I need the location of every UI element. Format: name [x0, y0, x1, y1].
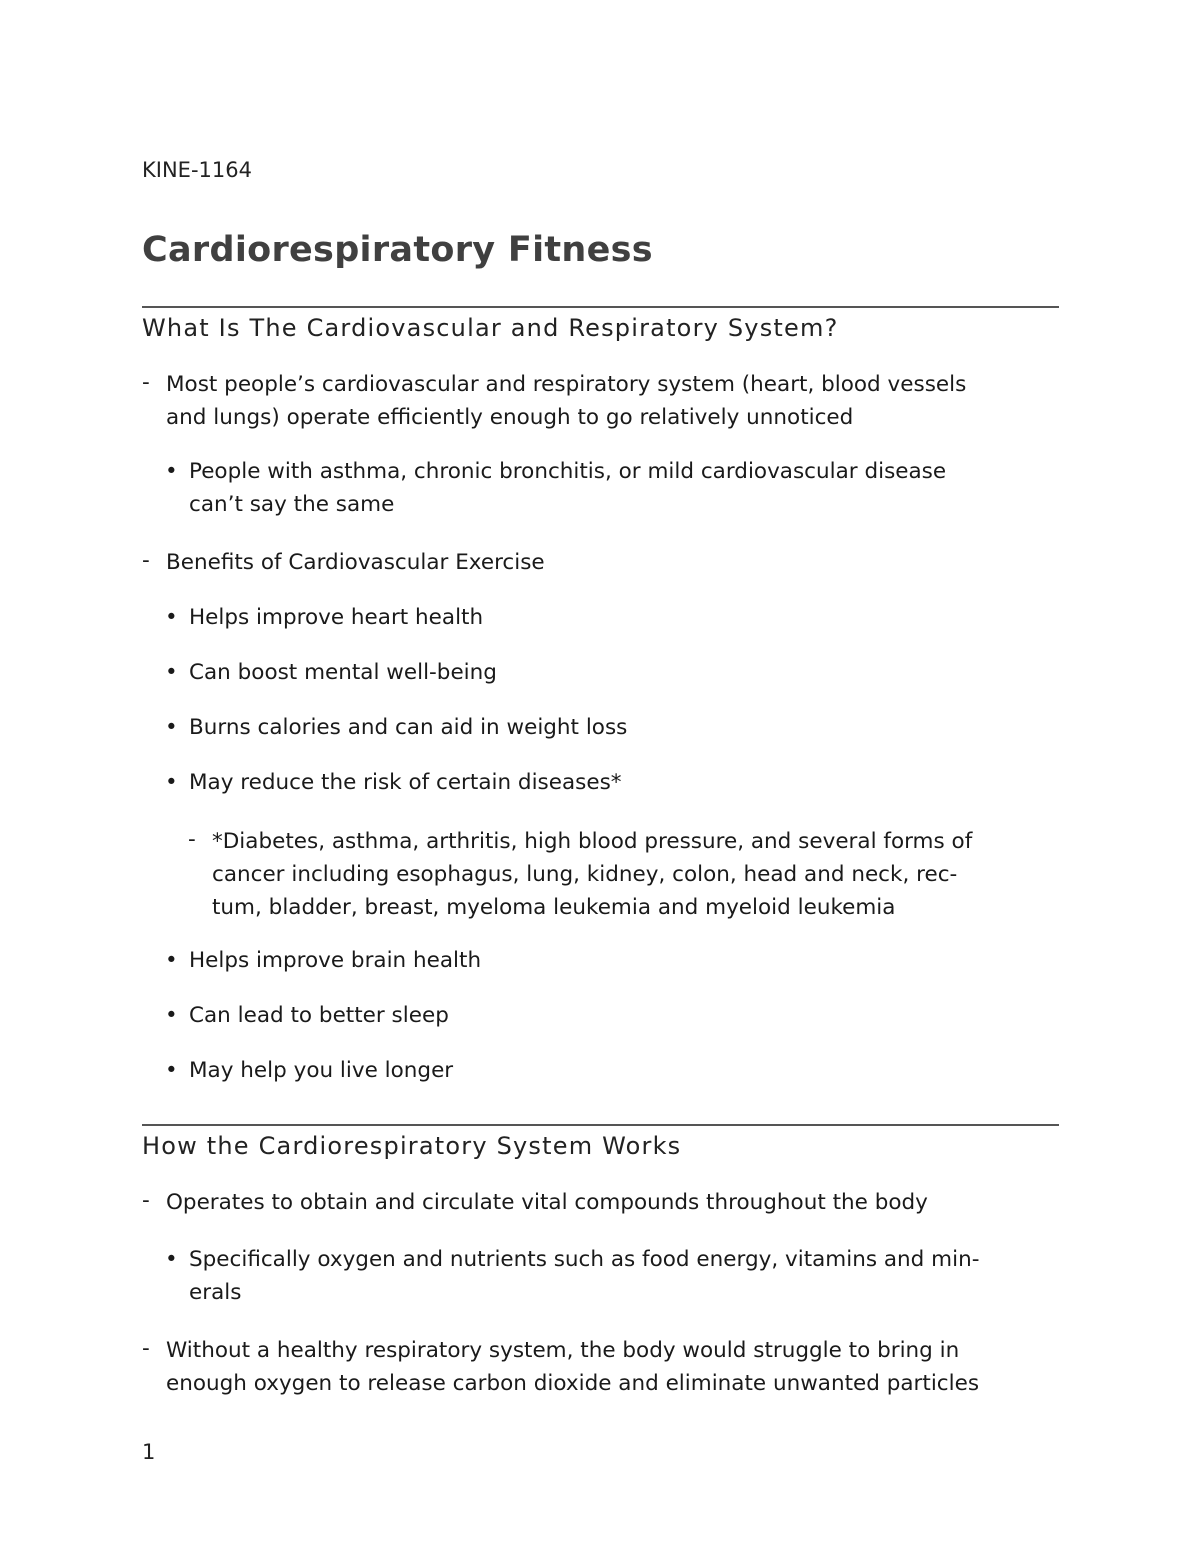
- list-item: cancer including esophagus, lung, kidney, colon, head and neck, rec-: [212, 862, 958, 887]
- list-item: Helps improve heart health: [189, 605, 484, 630]
- page-title: Cardiorespiratory Fitness: [142, 230, 653, 270]
- list-item: erals: [189, 1280, 242, 1305]
- list-item: Can lead to better sleep: [189, 1003, 449, 1028]
- section-heading: How the Cardiorespiratory System Works: [142, 1132, 682, 1160]
- section-heading-1-block: [142, 306, 1059, 344]
- bullet-marker: •: [165, 770, 178, 795]
- list-item: Burns calories and can aid in weight loss: [189, 715, 628, 740]
- dash-marker: -: [142, 1188, 150, 1213]
- section-divider: [142, 1124, 1059, 1126]
- list-item: enough oxygen to release carbon dioxide and eliminate unwanted particles: [166, 1371, 980, 1396]
- page-number: 1: [142, 1440, 156, 1464]
- bullet-marker: •: [165, 1247, 178, 1272]
- dash-marker: -: [142, 1336, 150, 1361]
- bullet-marker: •: [165, 715, 178, 740]
- course-code: KINE-1164: [142, 158, 252, 182]
- bullet-marker: •: [165, 948, 178, 973]
- list-item: May reduce the risk of certain diseases*: [189, 770, 622, 795]
- bullet-marker: •: [165, 605, 178, 630]
- section-heading: What Is The Cardiovascular and Respiratory System?: [142, 314, 839, 342]
- list-item: can’t say the same: [189, 492, 395, 517]
- list-item: People with asthma, chronic bronchitis, or mild cardiovascular disease: [189, 459, 947, 484]
- list-item: Operates to obtain and circulate vital compounds throughout the body: [166, 1190, 928, 1215]
- section-divider: [142, 306, 1059, 308]
- dash-marker: -: [188, 827, 196, 852]
- list-item: Specifically oxygen and nutrients such as food energy, vitamins and min-: [189, 1247, 980, 1272]
- list-item: Without a healthy respiratory system, the body would struggle to bring in: [166, 1338, 960, 1363]
- dash-marker: -: [142, 548, 150, 573]
- list-item: Most people’s cardiovascular and respiratory system (heart, blood vessels: [166, 372, 967, 397]
- list-item: *Diabetes, asthma, arthritis, high blood pressure, and several forms of: [212, 829, 973, 854]
- bullet-marker: •: [165, 459, 178, 484]
- list-item: Helps improve brain health: [189, 948, 482, 973]
- bullet-marker: •: [165, 1003, 178, 1028]
- list-item: tum, bladder, breast, myeloma leukemia and myeloid leukemia: [212, 895, 896, 920]
- bullet-marker: •: [165, 1058, 178, 1083]
- list-item: Can boost mental well-being: [189, 660, 497, 685]
- list-item: Benefits of Cardiovascular Exercise: [166, 550, 545, 575]
- bullet-marker: •: [165, 660, 178, 685]
- list-item: and lungs) operate efficiently enough to go relatively unnoticed: [166, 405, 854, 430]
- list-item: May help you live longer: [189, 1058, 454, 1083]
- dash-marker: -: [142, 370, 150, 395]
- section-heading-2-block: [142, 1124, 1059, 1162]
